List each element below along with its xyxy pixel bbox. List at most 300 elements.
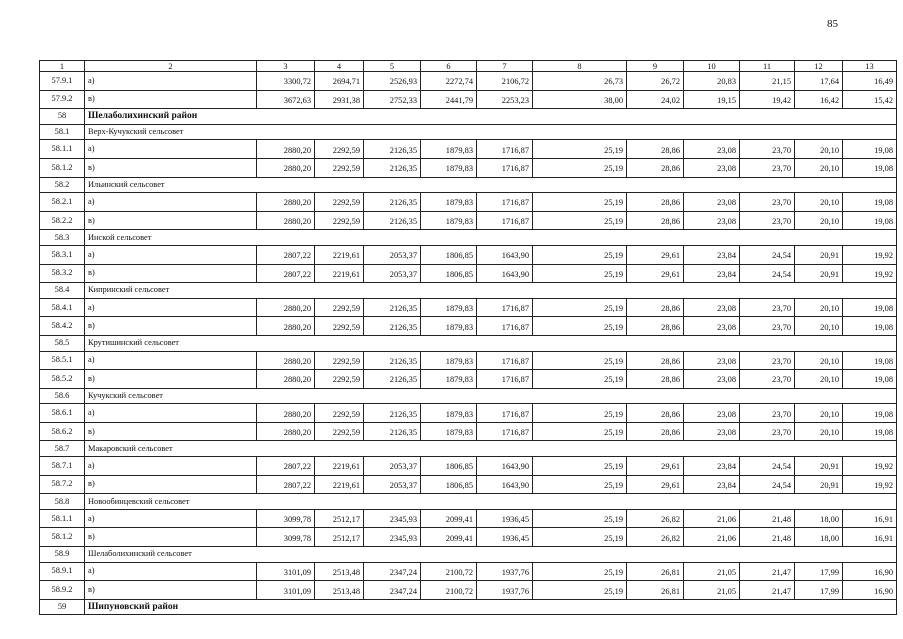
row-variant-label: в) xyxy=(85,90,257,109)
table-cell-value: 1806,85 xyxy=(421,245,477,264)
row-variant-label: в) xyxy=(85,475,257,494)
table-cell-value: 28,86 xyxy=(627,298,684,317)
table-row xyxy=(40,422,897,441)
table-cell-value: 3099,78 xyxy=(257,528,315,547)
table-cell-value: 3300,72 xyxy=(257,72,315,91)
row-code: 58.5.1 xyxy=(40,351,85,370)
district-name: Шипуновский район xyxy=(85,599,897,615)
row-variant-label: в) xyxy=(85,528,257,547)
table-cell-value: 2126,35 xyxy=(364,193,421,212)
table-cell-value: 21,47 xyxy=(740,581,795,600)
table-cell-value: 21,05 xyxy=(684,581,740,600)
table-row xyxy=(40,351,897,370)
district-row xyxy=(40,109,897,125)
table-cell-value: 2126,35 xyxy=(364,211,421,230)
table-cell-value: 1643,90 xyxy=(477,457,533,476)
table-cell-value: 25,19 xyxy=(533,211,627,230)
table-cell-value: 23,84 xyxy=(684,475,740,494)
table-cell-value: 2219,61 xyxy=(315,457,364,476)
table-cell-value: 25,19 xyxy=(533,264,627,283)
table-cell-value: 20,10 xyxy=(795,140,843,159)
table-row xyxy=(40,245,897,264)
table-cell-value: 1716,87 xyxy=(477,158,533,177)
council-name: Шелаболихинский сельсовет xyxy=(85,547,897,563)
subsection-row xyxy=(40,441,897,457)
table-cell-value: 25,19 xyxy=(533,581,627,600)
row-code: 58.8 xyxy=(40,494,85,510)
council-name: Верх-Кучукский сельсовет xyxy=(85,124,897,140)
row-code: 58.4.2 xyxy=(40,317,85,336)
table-cell-value: 2292,59 xyxy=(315,370,364,389)
row-variant-label: а) xyxy=(85,351,257,370)
table-cell-value: 20,91 xyxy=(795,457,843,476)
table-cell-value: 19,92 xyxy=(843,457,897,476)
table-cell-value: 23,70 xyxy=(740,158,795,177)
row-code: 58.7.2 xyxy=(40,475,85,494)
table-cell-value: 28,86 xyxy=(627,211,684,230)
row-variant-label: в) xyxy=(85,158,257,177)
table-cell-value: 2126,35 xyxy=(364,422,421,441)
table-cell-value: 1643,90 xyxy=(477,264,533,283)
column-header: 3 xyxy=(257,61,315,72)
table-cell-value: 20,10 xyxy=(795,211,843,230)
table-cell-value: 25,19 xyxy=(533,158,627,177)
row-code: 58.4.1 xyxy=(40,298,85,317)
table-cell-value: 2099,41 xyxy=(421,528,477,547)
table-cell-value: 2272,74 xyxy=(421,72,477,91)
table-cell-value: 25,19 xyxy=(533,457,627,476)
table-cell-value: 2931,38 xyxy=(315,90,364,109)
table-cell-value: 2053,37 xyxy=(364,475,421,494)
table-cell-value: 2053,37 xyxy=(364,264,421,283)
table-row xyxy=(40,264,897,283)
table-row xyxy=(40,317,897,336)
table-cell-value: 2807,22 xyxy=(257,245,315,264)
table-cell-value: 3672,63 xyxy=(257,90,315,109)
row-code: 58.3.2 xyxy=(40,264,85,283)
table-cell-value: 19,08 xyxy=(843,158,897,177)
table-row xyxy=(40,404,897,423)
table-cell-value: 24,54 xyxy=(740,475,795,494)
table-cell-value: 23,08 xyxy=(684,211,740,230)
table-row xyxy=(40,457,897,476)
column-header: 12 xyxy=(795,61,843,72)
table-cell-value: 1879,83 xyxy=(421,140,477,159)
table-cell-value: 21,05 xyxy=(684,562,740,581)
table-row xyxy=(40,298,897,317)
table-cell-value: 23,70 xyxy=(740,193,795,212)
table-cell-value: 1879,83 xyxy=(421,422,477,441)
table-cell-value: 2807,22 xyxy=(257,475,315,494)
table-cell-value: 25,19 xyxy=(533,475,627,494)
table-cell-value: 2126,35 xyxy=(364,158,421,177)
table-cell-value: 1716,87 xyxy=(477,298,533,317)
table-cell-value: 1879,83 xyxy=(421,404,477,423)
column-header: 8 xyxy=(533,61,627,72)
row-code: 58.5.2 xyxy=(40,370,85,389)
table-cell-value: 23,70 xyxy=(740,140,795,159)
table-cell-value: 2126,35 xyxy=(364,140,421,159)
table-cell-value: 19,08 xyxy=(843,140,897,159)
row-variant-label: а) xyxy=(85,72,257,91)
table-cell-value: 19,15 xyxy=(684,90,740,109)
row-code: 58.1.2 xyxy=(40,528,85,547)
table-cell-value: 28,86 xyxy=(627,422,684,441)
table-cell-value: 2880,20 xyxy=(257,158,315,177)
table-cell-value: 20,91 xyxy=(795,475,843,494)
table-cell-value: 24,02 xyxy=(627,90,684,109)
table-cell-value: 20,91 xyxy=(795,264,843,283)
row-code: 58.1.2 xyxy=(40,158,85,177)
table-cell-value: 38,00 xyxy=(533,90,627,109)
table-cell-value: 2126,35 xyxy=(364,317,421,336)
table-cell-value: 2880,20 xyxy=(257,370,315,389)
table-cell-value: 16,49 xyxy=(843,72,897,91)
table-cell-value: 2219,61 xyxy=(315,245,364,264)
table-cell-value: 25,19 xyxy=(533,509,627,528)
row-code: 58 xyxy=(40,109,85,125)
district-row xyxy=(40,599,897,615)
table-cell-value: 2053,37 xyxy=(364,245,421,264)
subsection-row xyxy=(40,124,897,140)
table-cell-value: 2513,48 xyxy=(315,562,364,581)
table-cell-value: 20,10 xyxy=(795,298,843,317)
table-cell-value: 19,08 xyxy=(843,422,897,441)
table-cell-value: 25,19 xyxy=(533,404,627,423)
row-variant-label: в) xyxy=(85,370,257,389)
table-cell-value: 2807,22 xyxy=(257,264,315,283)
table-cell-value: 29,61 xyxy=(627,245,684,264)
table-cell-value: 23,84 xyxy=(684,245,740,264)
table-cell-value: 26,72 xyxy=(627,72,684,91)
row-variant-label: а) xyxy=(85,193,257,212)
table-cell-value: 26,82 xyxy=(627,528,684,547)
table-cell-value: 1716,87 xyxy=(477,351,533,370)
table-cell-value: 1643,90 xyxy=(477,475,533,494)
tariff-table xyxy=(39,60,897,615)
subsection-row xyxy=(40,335,897,351)
table-cell-value: 1879,83 xyxy=(421,317,477,336)
table-row xyxy=(40,211,897,230)
table-cell-value: 23,70 xyxy=(740,422,795,441)
council-name: Кучукский сельсовет xyxy=(85,388,897,404)
column-header: 5 xyxy=(364,61,421,72)
table-cell-value: 21,15 xyxy=(740,72,795,91)
column-header: 13 xyxy=(843,61,897,72)
row-code: 58.9.1 xyxy=(40,562,85,581)
row-code: 58.5 xyxy=(40,335,85,351)
table-cell-value: 2292,59 xyxy=(315,351,364,370)
table-cell-value: 1937,76 xyxy=(477,562,533,581)
table-cell-value: 15,42 xyxy=(843,90,897,109)
table-cell-value: 23,08 xyxy=(684,158,740,177)
row-variant-label: в) xyxy=(85,211,257,230)
table-cell-value: 21,06 xyxy=(684,509,740,528)
table-cell-value: 28,86 xyxy=(627,158,684,177)
council-name: Макаровский сельсовет xyxy=(85,441,897,457)
table-cell-value: 17,99 xyxy=(795,581,843,600)
table-cell-value: 2880,20 xyxy=(257,140,315,159)
table-cell-value: 24,54 xyxy=(740,245,795,264)
table-cell-value: 28,86 xyxy=(627,317,684,336)
table-cell-value: 2100,72 xyxy=(421,581,477,600)
table-cell-value: 25,19 xyxy=(533,562,627,581)
subsection-row xyxy=(40,547,897,563)
row-code: 58.7.1 xyxy=(40,457,85,476)
table-cell-value: 18,00 xyxy=(795,528,843,547)
table-cell-value: 24,54 xyxy=(740,457,795,476)
table-cell-value: 2253,23 xyxy=(477,90,533,109)
table-cell-value: 2880,20 xyxy=(257,422,315,441)
table-cell-value: 2880,20 xyxy=(257,298,315,317)
table-cell-value: 2126,35 xyxy=(364,404,421,423)
district-name: Шелаболихинский район xyxy=(85,109,897,125)
row-variant-label: а) xyxy=(85,245,257,264)
table-cell-value: 24,54 xyxy=(740,264,795,283)
table-cell-value: 23,70 xyxy=(740,404,795,423)
table-cell-value: 1716,87 xyxy=(477,211,533,230)
table-row xyxy=(40,72,897,91)
table-cell-value: 23,70 xyxy=(740,211,795,230)
table-cell-value: 16,91 xyxy=(843,509,897,528)
table-row xyxy=(40,581,897,600)
table-cell-value: 1879,83 xyxy=(421,370,477,389)
row-variant-label: а) xyxy=(85,562,257,581)
row-code: 58.1 xyxy=(40,124,85,140)
table-cell-value: 23,08 xyxy=(684,351,740,370)
table-cell-value: 20,10 xyxy=(795,351,843,370)
table-cell-value: 23,70 xyxy=(740,298,795,317)
table-cell-value: 2694,71 xyxy=(315,72,364,91)
table-cell-value: 1879,83 xyxy=(421,211,477,230)
table-header-row xyxy=(40,61,897,72)
table-cell-value: 25,19 xyxy=(533,298,627,317)
table-cell-value: 21,06 xyxy=(684,528,740,547)
subsection-row xyxy=(40,177,897,193)
table-cell-value: 2526,93 xyxy=(364,72,421,91)
row-variant-label: в) xyxy=(85,422,257,441)
table-cell-value: 19,42 xyxy=(740,90,795,109)
table-cell-value: 28,86 xyxy=(627,140,684,159)
table-cell-value: 2345,93 xyxy=(364,509,421,528)
table-cell-value: 23,08 xyxy=(684,317,740,336)
table-cell-value: 26,81 xyxy=(627,562,684,581)
council-name: Ильинский сельсовет xyxy=(85,177,897,193)
table-cell-value: 1806,85 xyxy=(421,457,477,476)
row-variant-label: в) xyxy=(85,317,257,336)
table-cell-value: 2292,59 xyxy=(315,211,364,230)
table-cell-value: 1936,45 xyxy=(477,528,533,547)
table-row xyxy=(40,90,897,109)
table-cell-value: 2345,93 xyxy=(364,528,421,547)
row-variant-label: в) xyxy=(85,264,257,283)
table-cell-value: 17,99 xyxy=(795,562,843,581)
row-variant-label: а) xyxy=(85,509,257,528)
table-cell-value: 23,84 xyxy=(684,264,740,283)
table-cell-value: 2292,59 xyxy=(315,422,364,441)
table-cell-value: 2053,37 xyxy=(364,457,421,476)
table-cell-value: 2292,59 xyxy=(315,140,364,159)
table-cell-value: 19,92 xyxy=(843,475,897,494)
table-cell-value: 19,08 xyxy=(843,211,897,230)
table-row xyxy=(40,562,897,581)
row-code: 58.7 xyxy=(40,441,85,457)
row-variant-label: в) xyxy=(85,581,257,600)
table-cell-value: 26,73 xyxy=(533,72,627,91)
table-cell-value: 26,82 xyxy=(627,509,684,528)
table-cell-value: 2880,20 xyxy=(257,317,315,336)
row-code: 57.9.2 xyxy=(40,90,85,109)
table-cell-value: 3101,09 xyxy=(257,581,315,600)
table-cell-value: 29,61 xyxy=(627,475,684,494)
column-header: 9 xyxy=(627,61,684,72)
table-cell-value: 2880,20 xyxy=(257,404,315,423)
table-cell-value: 20,10 xyxy=(795,193,843,212)
table-cell-value: 23,70 xyxy=(740,317,795,336)
row-code: 58.1.1 xyxy=(40,509,85,528)
table-cell-value: 29,61 xyxy=(627,264,684,283)
row-code: 58.4 xyxy=(40,283,85,299)
table-cell-value: 1879,83 xyxy=(421,298,477,317)
table-row xyxy=(40,370,897,389)
table-body xyxy=(40,61,897,615)
column-header: 2 xyxy=(85,61,257,72)
column-header: 10 xyxy=(684,61,740,72)
table-cell-value: 19,92 xyxy=(843,264,897,283)
table-cell-value: 20,10 xyxy=(795,158,843,177)
column-header: 11 xyxy=(740,61,795,72)
table-row xyxy=(40,158,897,177)
row-code: 58.6 xyxy=(40,388,85,404)
table-cell-value: 1716,87 xyxy=(477,317,533,336)
table-cell-value: 25,19 xyxy=(533,317,627,336)
table-cell-value: 17,64 xyxy=(795,72,843,91)
table-cell-value: 2219,61 xyxy=(315,475,364,494)
table-cell-value: 20,10 xyxy=(795,404,843,423)
table-cell-value: 1716,87 xyxy=(477,140,533,159)
table-cell-value: 2880,20 xyxy=(257,211,315,230)
table-cell-value: 2219,61 xyxy=(315,264,364,283)
table-cell-value: 25,19 xyxy=(533,245,627,264)
table-cell-value: 2292,59 xyxy=(315,158,364,177)
table-cell-value: 19,92 xyxy=(843,245,897,264)
table-cell-value: 1716,87 xyxy=(477,422,533,441)
table-cell-value: 2292,59 xyxy=(315,317,364,336)
table-cell-value: 1879,83 xyxy=(421,193,477,212)
table-cell-value: 2880,20 xyxy=(257,351,315,370)
row-code: 58.2 xyxy=(40,177,85,193)
table-cell-value: 16,42 xyxy=(795,90,843,109)
table-cell-value: 19,08 xyxy=(843,370,897,389)
table-cell-value: 20,10 xyxy=(795,370,843,389)
row-variant-label: а) xyxy=(85,298,257,317)
table-cell-value: 25,19 xyxy=(533,370,627,389)
table-cell-value: 1716,87 xyxy=(477,193,533,212)
table-row xyxy=(40,528,897,547)
table-cell-value: 2880,20 xyxy=(257,193,315,212)
row-code: 59 xyxy=(40,599,85,615)
table-cell-value: 1879,83 xyxy=(421,158,477,177)
table-cell-value: 28,86 xyxy=(627,193,684,212)
table-cell-value: 28,86 xyxy=(627,404,684,423)
table-cell-value: 19,08 xyxy=(843,317,897,336)
table-cell-value: 2513,48 xyxy=(315,581,364,600)
table-cell-value: 16,90 xyxy=(843,581,897,600)
table-cell-value: 2106,72 xyxy=(477,72,533,91)
table-cell-value: 2100,72 xyxy=(421,562,477,581)
table-cell-value: 25,19 xyxy=(533,422,627,441)
table-cell-value: 29,61 xyxy=(627,457,684,476)
table-cell-value: 19,08 xyxy=(843,298,897,317)
table-cell-value: 19,08 xyxy=(843,193,897,212)
table-cell-value: 2292,59 xyxy=(315,298,364,317)
table-row xyxy=(40,140,897,159)
table-cell-value: 2441,79 xyxy=(421,90,477,109)
table-cell-value: 25,19 xyxy=(533,193,627,212)
table-row xyxy=(40,193,897,212)
row-code: 58.1.1 xyxy=(40,140,85,159)
row-code: 58.2.2 xyxy=(40,211,85,230)
table-cell-value: 1879,83 xyxy=(421,351,477,370)
table-cell-value: 23,08 xyxy=(684,404,740,423)
row-code: 58.3.1 xyxy=(40,245,85,264)
table-cell-value: 1716,87 xyxy=(477,404,533,423)
table-cell-value: 21,48 xyxy=(740,509,795,528)
row-code: 58.2.1 xyxy=(40,193,85,212)
table-cell-value: 2126,35 xyxy=(364,370,421,389)
column-header: 7 xyxy=(477,61,533,72)
table-cell-value: 20,91 xyxy=(795,245,843,264)
table-cell-value: 23,08 xyxy=(684,140,740,159)
table-cell-value: 25,19 xyxy=(533,351,627,370)
table-cell-value: 21,47 xyxy=(740,562,795,581)
table-cell-value: 20,83 xyxy=(684,72,740,91)
table-cell-value: 2126,35 xyxy=(364,298,421,317)
table-cell-value: 16,91 xyxy=(843,528,897,547)
table-cell-value: 2292,59 xyxy=(315,193,364,212)
table-cell-value: 23,08 xyxy=(684,298,740,317)
table-cell-value: 3101,09 xyxy=(257,562,315,581)
table-cell-value: 23,08 xyxy=(684,193,740,212)
council-name: Инской сельсовет xyxy=(85,230,897,246)
table-cell-value: 19,08 xyxy=(843,404,897,423)
table-cell-value: 2099,41 xyxy=(421,509,477,528)
table-cell-value: 18,00 xyxy=(795,509,843,528)
table-cell-value: 2126,35 xyxy=(364,351,421,370)
column-header: 1 xyxy=(40,61,85,72)
table-cell-value: 28,86 xyxy=(627,370,684,389)
table-row xyxy=(40,475,897,494)
table-row xyxy=(40,509,897,528)
row-code: 57.9.1 xyxy=(40,72,85,91)
row-code: 58.6.2 xyxy=(40,422,85,441)
council-name: Новообинцевский сельсовет xyxy=(85,494,897,510)
page-number: 85 xyxy=(827,18,838,30)
table-cell-value: 26,81 xyxy=(627,581,684,600)
table-cell-value: 19,08 xyxy=(843,351,897,370)
row-variant-label: а) xyxy=(85,140,257,159)
table-cell-value: 1806,85 xyxy=(421,475,477,494)
table-cell-value: 1806,85 xyxy=(421,264,477,283)
subsection-row xyxy=(40,388,897,404)
table-cell-value: 25,19 xyxy=(533,528,627,547)
table-cell-value: 23,84 xyxy=(684,457,740,476)
table-cell-value: 2512,17 xyxy=(315,509,364,528)
table-cell-value: 1716,87 xyxy=(477,370,533,389)
table-cell-value: 2512,17 xyxy=(315,528,364,547)
row-code: 58.9 xyxy=(40,547,85,563)
table-cell-value: 2807,22 xyxy=(257,457,315,476)
